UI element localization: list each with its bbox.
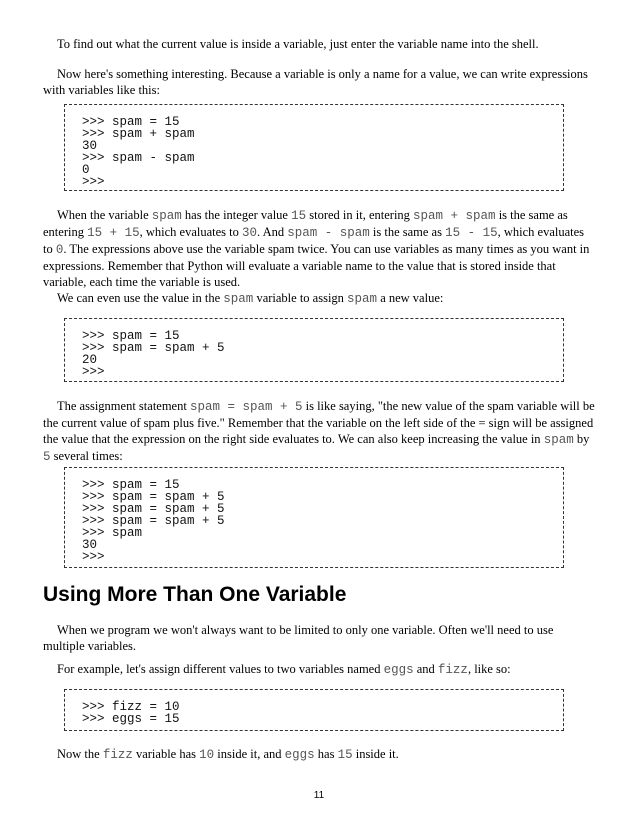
code-line: >>>	[82, 550, 105, 564]
code-line: >>> spam = 15	[82, 115, 180, 129]
paragraph-fizz-eggs-values: Now the fizz variable has 10 inside it, and eggs has 15 inside it.	[57, 747, 399, 762]
code-line: 30	[82, 139, 98, 153]
code-line: 30	[82, 538, 98, 552]
code-line: 0	[82, 163, 90, 177]
paragraph-current-value: To find out what the current value is inside a variable, just enter the variable name into the shell.	[57, 37, 539, 51]
code-line: >>> spam = 15	[82, 329, 180, 343]
code-line: >>> spam = spam + 5	[82, 341, 225, 355]
paragraph-interesting: Now here's something interesting. Because a variable is only a name for a value, we can write expressions with variables like this:	[43, 67, 588, 97]
paragraph-eggs-fizz: For example, let's assign different values to two variables named eggs and fizz, like so:	[57, 662, 511, 677]
section-heading: Using More Than One Variable	[43, 583, 347, 606]
code-line: >>> spam + spam	[82, 127, 195, 141]
page-number: 11	[313, 790, 325, 801]
code-line: >>> spam - spam	[82, 151, 195, 165]
code-line: >>>	[82, 175, 105, 189]
code-line: >>> fizz = 10	[82, 700, 180, 714]
code-block-spam-plus-five	[64, 318, 564, 382]
code-block-spam-expressions	[64, 104, 564, 191]
paragraph-multiple-variables: When we program we won't always want to be limited to only one variable. Often we'll need to use multiple variables.	[43, 623, 554, 653]
paragraph-assignment-statement: The assignment statement spam = spam + 5 is like saying, "the new value of the spam variable will be the current value of spam plus five." Remember that the variable on the left side of the = sign will be assigned the value that the expression on the right side evaluates to. We can also keep increasing the value in spam by 5 several times:	[43, 399, 595, 464]
code-line: >>> spam	[82, 526, 143, 540]
code-line: 20	[82, 353, 98, 367]
paragraph-assign-new-value: We can even use the value in the spam variable to assign spam a new value:	[57, 291, 444, 306]
code-line: >>> eggs = 15	[82, 712, 180, 726]
code-line: >>> spam = spam + 5	[82, 490, 225, 504]
paragraph-spam-explanation: When the variable spam has the integer value 15 stored in it, entering spam + spam is the same as entering 15 + 15, which evaluates to 30. And spam - spam is the same as 15 - 15, which evaluates to 0. The expressions above use the variable spam twice. You can use variables as many times as you want in expressions. Remember that Python will evaluate a variable name to the value that is stored inside that variable, each time the variable is used.	[43, 208, 590, 289]
code-block-fizz-eggs	[64, 689, 564, 731]
code-line: >>> spam = spam + 5	[82, 502, 225, 516]
code-line: >>>	[82, 365, 105, 379]
code-block-repeated-increase	[64, 467, 564, 568]
code-line: >>> spam = 15	[82, 478, 180, 492]
code-line: >>> spam = spam + 5	[82, 514, 225, 528]
